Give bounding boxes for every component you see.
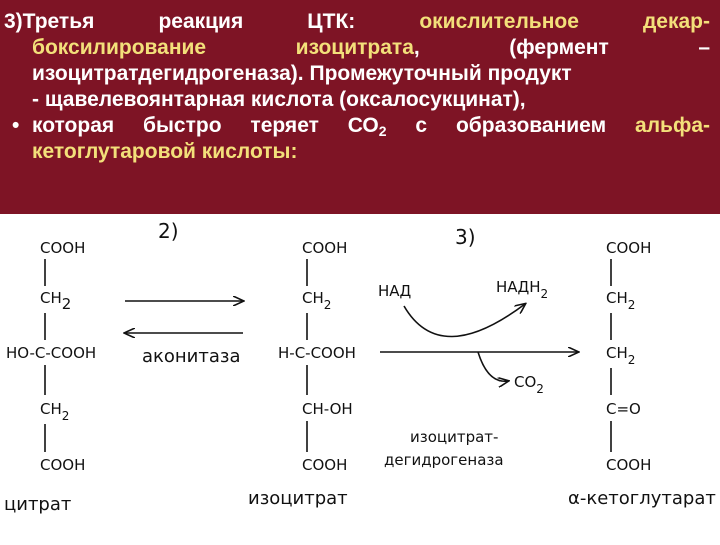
name-isocitrate: изоцитрат bbox=[248, 488, 348, 509]
name-alpha-ketoglutarate: α-кетоглутарат bbox=[568, 488, 716, 509]
svg-text:COOH: COOH bbox=[302, 456, 348, 474]
enzyme-aconitase: аконитаза bbox=[142, 346, 241, 367]
reaction-diagram bbox=[0, 214, 720, 540]
text-line-4: - щавелевоянтарная кислота (оксалосукцинат), bbox=[32, 88, 526, 111]
step-label-3: 3) bbox=[455, 225, 476, 249]
highlight-decarboxylation: боксилирование изоцитрата bbox=[32, 36, 414, 59]
text-line-6 bbox=[32, 138, 297, 165]
svg-text:COOH: COOH bbox=[302, 239, 348, 257]
highlight-alpha: альфа- bbox=[635, 114, 710, 137]
cofactor-nad: НАД bbox=[378, 282, 412, 300]
citrate-formula bbox=[6, 239, 96, 474]
highlight-oxidative: окислительное декар- bbox=[419, 10, 710, 33]
highlight-ketoglutaric: кетоглутаровой кислоты: bbox=[32, 140, 298, 163]
name-citrate: цитрат bbox=[4, 494, 72, 515]
svg-text:CH2: $CH_2$ bbox=[40, 400, 70, 423]
svg-text:H-C-COOH: H-C-COOH bbox=[278, 344, 356, 362]
svg-text:COOH: COOH bbox=[40, 456, 86, 474]
slide-banner bbox=[0, 0, 720, 214]
enzyme-dehydrogenase-line1: изоцитрат- bbox=[410, 428, 499, 446]
svg-text:COOH: COOH bbox=[606, 239, 652, 257]
enzyme-dehydrogenase-line2: дегидрогеназа bbox=[384, 451, 504, 469]
svg-text:COOH: COOH bbox=[40, 239, 86, 257]
svg-text:COOH: COOH bbox=[606, 456, 652, 474]
step-label-2: 2) bbox=[158, 219, 179, 243]
cofactor-nadh: $НАДН_2$ bbox=[496, 278, 549, 301]
ketoglutarate-formula bbox=[606, 239, 651, 474]
svg-text:CH2: $CH_2$ bbox=[302, 289, 332, 312]
text-line-2: боксилирование изоцитрата, (фермент – bbox=[32, 36, 710, 59]
text-line-3: изоцитратдегидрогеназа). Промежуточный продукт bbox=[32, 62, 572, 85]
text-line-5: которая быстро теряет $СО_2$ с образованием альфа- bbox=[32, 114, 710, 139]
co2-curved-arrow bbox=[478, 352, 508, 381]
isocitrate-formula bbox=[278, 239, 356, 474]
svg-text:CH2: CH2 bbox=[40, 289, 72, 313]
svg-text:HO-C-COOH: HO-C-COOH bbox=[6, 344, 97, 362]
svg-text:CH-OH: CH-OH bbox=[302, 400, 353, 418]
bullet-marker: • bbox=[12, 114, 20, 137]
text-line-1: 3)Третья реакция ЦТК: окислительное декар- bbox=[4, 10, 710, 33]
svg-text:CH2: $CH_2$ bbox=[606, 289, 636, 312]
svg-text:CH2: $CH_2$ bbox=[606, 344, 636, 367]
co2-label: $CO_2$ bbox=[514, 373, 544, 396]
svg-text:C=O: C=O bbox=[606, 400, 641, 418]
nad-curved-arrow bbox=[404, 304, 525, 337]
